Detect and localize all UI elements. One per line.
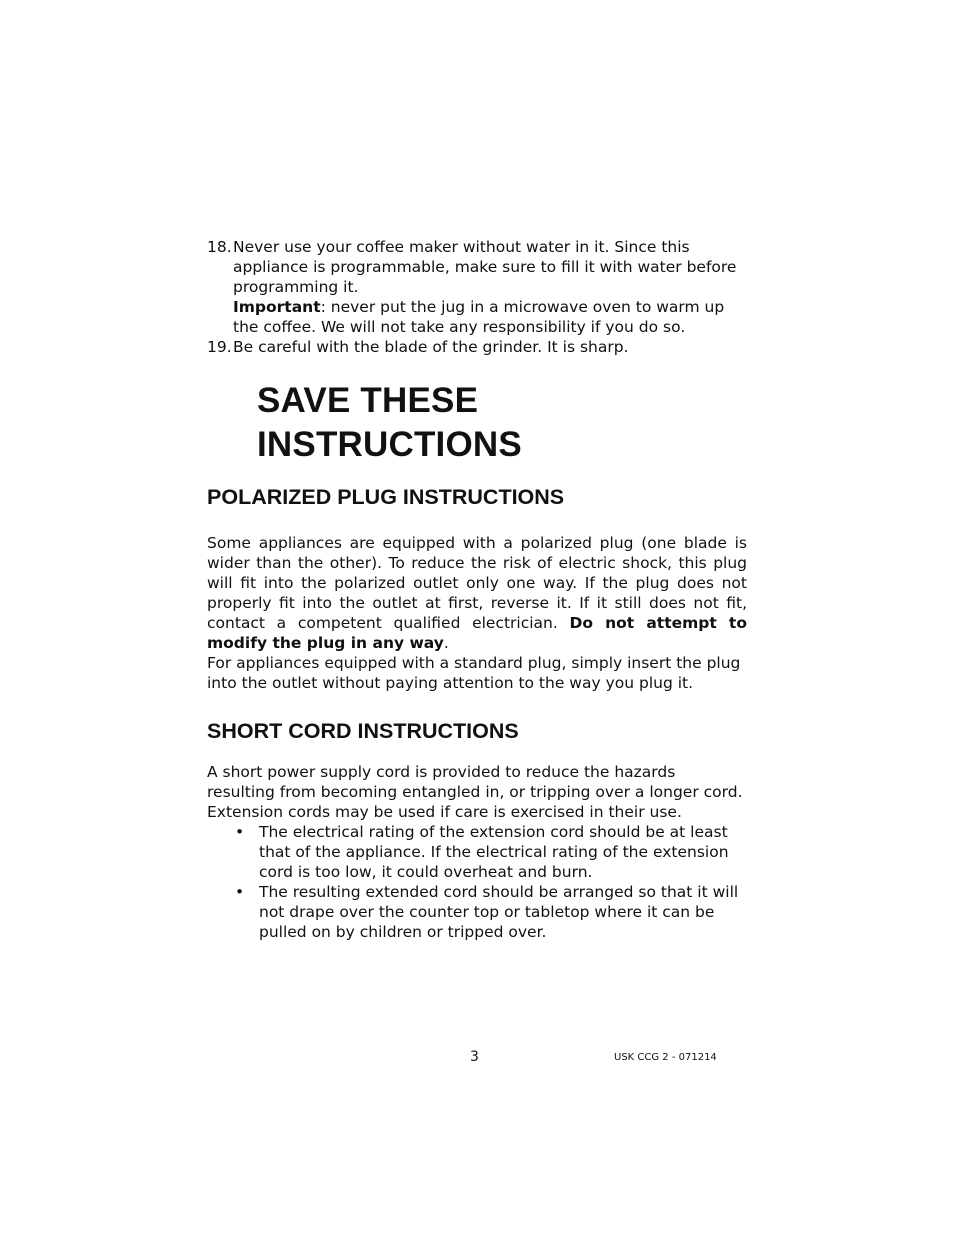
bullet-text: The electrical rating of the extension cord should be at least that of the appliance. If the electrical rating of the extension cord is too low, it could overheat and burn.: [259, 823, 729, 881]
polarized-plug-paragraph: [207, 533, 747, 653]
list-item: [207, 822, 747, 882]
list-item-number: 19.: [207, 338, 232, 356]
page-content: [207, 237, 747, 942]
list-item-text: Never use your coffee maker without water in it. Since this appliance is programmable, make sure to fill it with water before programming it.: [233, 238, 737, 296]
polarized-text: Some appliances are equipped with a polarized plug (one blade is wider than the other). To reduce the risk of electric shock, this plug will fit into the polarized outlet only one way. If the plug does not properly fit into the outlet at first, reverse it. If it still does not fit, contact a competent qualified electrician.: [207, 534, 747, 632]
bullet-icon: •: [235, 823, 245, 841]
short-cord-heading: SHORT CORD INSTRUCTIONS: [207, 719, 519, 743]
standard-plug-paragraph: For appliances equipped with a standard plug, simply insert the plug into the outlet without paying attention to the way you plug it.: [207, 654, 741, 692]
list-item: [207, 882, 747, 942]
bullet-icon: •: [235, 883, 245, 901]
polarized-text-end: .: [443, 634, 449, 652]
document-code: USK CCG 2 - 071214: [614, 1052, 717, 1063]
polarized-plug-heading: POLARIZED PLUG INSTRUCTIONS: [207, 485, 565, 509]
important-label: Important: [233, 298, 321, 316]
short-cord-paragraph: A short power supply cord is provided to reduce the hazards resulting from becoming entangled in, or tripping over a longer cord. Extension cords may be used if care is exercised in their use.: [207, 763, 743, 821]
page-number: 3: [470, 1049, 479, 1065]
list-item-number: 18.: [207, 238, 232, 256]
list-item: [207, 337, 747, 357]
polarized-warning: Do not attempt to modify the plug in any way: [207, 614, 747, 652]
save-instructions-heading: SAVE THESE INSTRUCTIONS: [257, 381, 522, 464]
safety-list: [207, 237, 747, 357]
important-text: : never put the jug in a microwave oven to warm up the coffee. We will not take any responsibility if you do so.: [233, 298, 725, 336]
list-item-text: Be careful with the blade of the grinder. It is sharp.: [233, 338, 629, 356]
short-cord-bullets: [207, 822, 747, 942]
list-item: [207, 237, 747, 337]
bullet-text: The resulting extended cord should be arranged so that it will not drape over the counter top or tabletop where it can be pulled on by children or tripped over.: [259, 883, 739, 941]
